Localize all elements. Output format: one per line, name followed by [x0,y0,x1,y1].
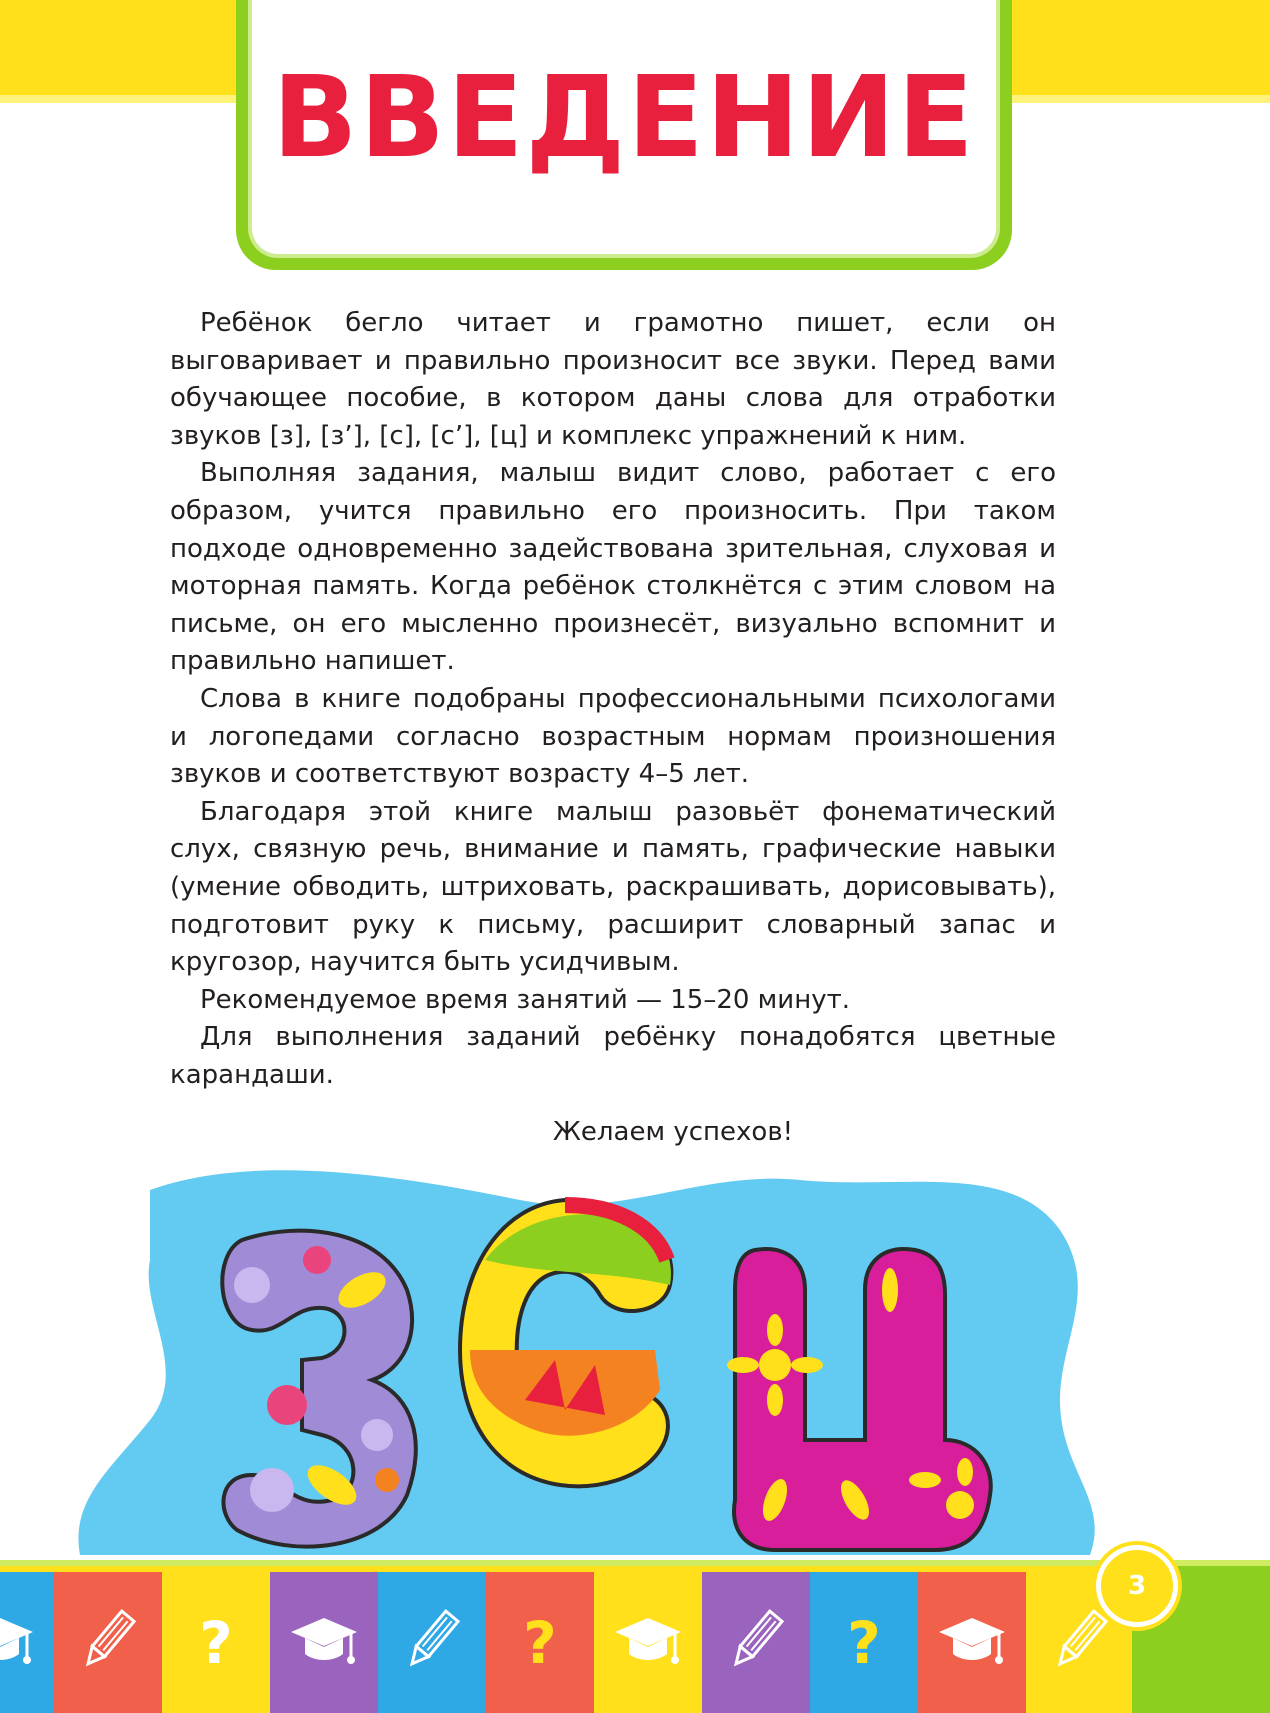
paragraph: Благодаря этой книге малыш разовьёт фонематический слух, связную речь, внимание и память, графические навыки (умение обводить, штриховать, раскрашивать, дорисовывать), подготовит руку к письму, расширит словарный запас и кругозор, научится быть усидчивым. [170,796,1056,978]
graduation-cap-icon [613,1610,683,1675]
footer-tile [162,1572,270,1713]
graduation-cap-icon [937,1610,1007,1675]
page-number-badge [1096,1545,1178,1627]
paragraph: Ребёнок бегло читает и грамотно пишет, если он выговаривает и правильно произносит все звуки. Перед вами обучающее пособие, в котором даны слова для отработки звуков [з], [з’], [с], [с’], [ц] и комплекс упражнений к ним. [170,308,1056,451]
pencil-icon [78,1605,138,1680]
footer-tile [0,1572,54,1713]
graduation-cap-icon [0,1610,35,1675]
footer-tile [918,1572,1026,1713]
footer-tile [270,1572,378,1713]
footer-tile [594,1572,702,1713]
page-title: ВВЕДЕНИЕ [272,53,976,183]
page-number: 3 [1127,1571,1147,1601]
intro-text [170,305,1056,1152]
pencil-icon [1050,1605,1110,1680]
paragraph: Выполняя задания, малыш видит слово, работает с его образом, учится правильно его произносить. При таком подходе одновременно задействована зрительная, слуховая и моторная память. Когда ребёнок столкнётся с этим словом на письме, он его мысленно произнесёт, визуально вспомнит и правильно напишет. [170,458,1056,677]
paragraph: Для выполнения заданий ребёнку понадобятся цветные карандаши. [170,1022,1056,1090]
pencil-icon [726,1605,786,1680]
title-panel [248,0,1000,258]
footer-tile [54,1572,162,1713]
footer-tile [702,1572,810,1713]
closing-wish: Желаем успехов! [552,1117,794,1148]
paragraph: Слова в книге подобраны профессиональными психологами и логопедами согласно возрастным нормам произношения звуков и соответствуют возрасту 4–5 лет. [170,683,1056,790]
letters-illustration [0,1170,1270,1570]
title-frame [236,0,1012,270]
question-mark-icon: ? [523,1608,557,1677]
footer-tile [810,1572,918,1713]
graduation-cap-icon [289,1610,359,1675]
footer-tiles [0,1572,1270,1713]
question-mark-icon: ? [847,1608,881,1677]
footer-tile [486,1572,594,1713]
pencil-icon [402,1605,462,1680]
question-mark-icon: ? [199,1608,233,1677]
footer-tile [378,1572,486,1713]
paragraph: Рекомендуемое время занятий — 15–20 минут. [200,984,850,1015]
